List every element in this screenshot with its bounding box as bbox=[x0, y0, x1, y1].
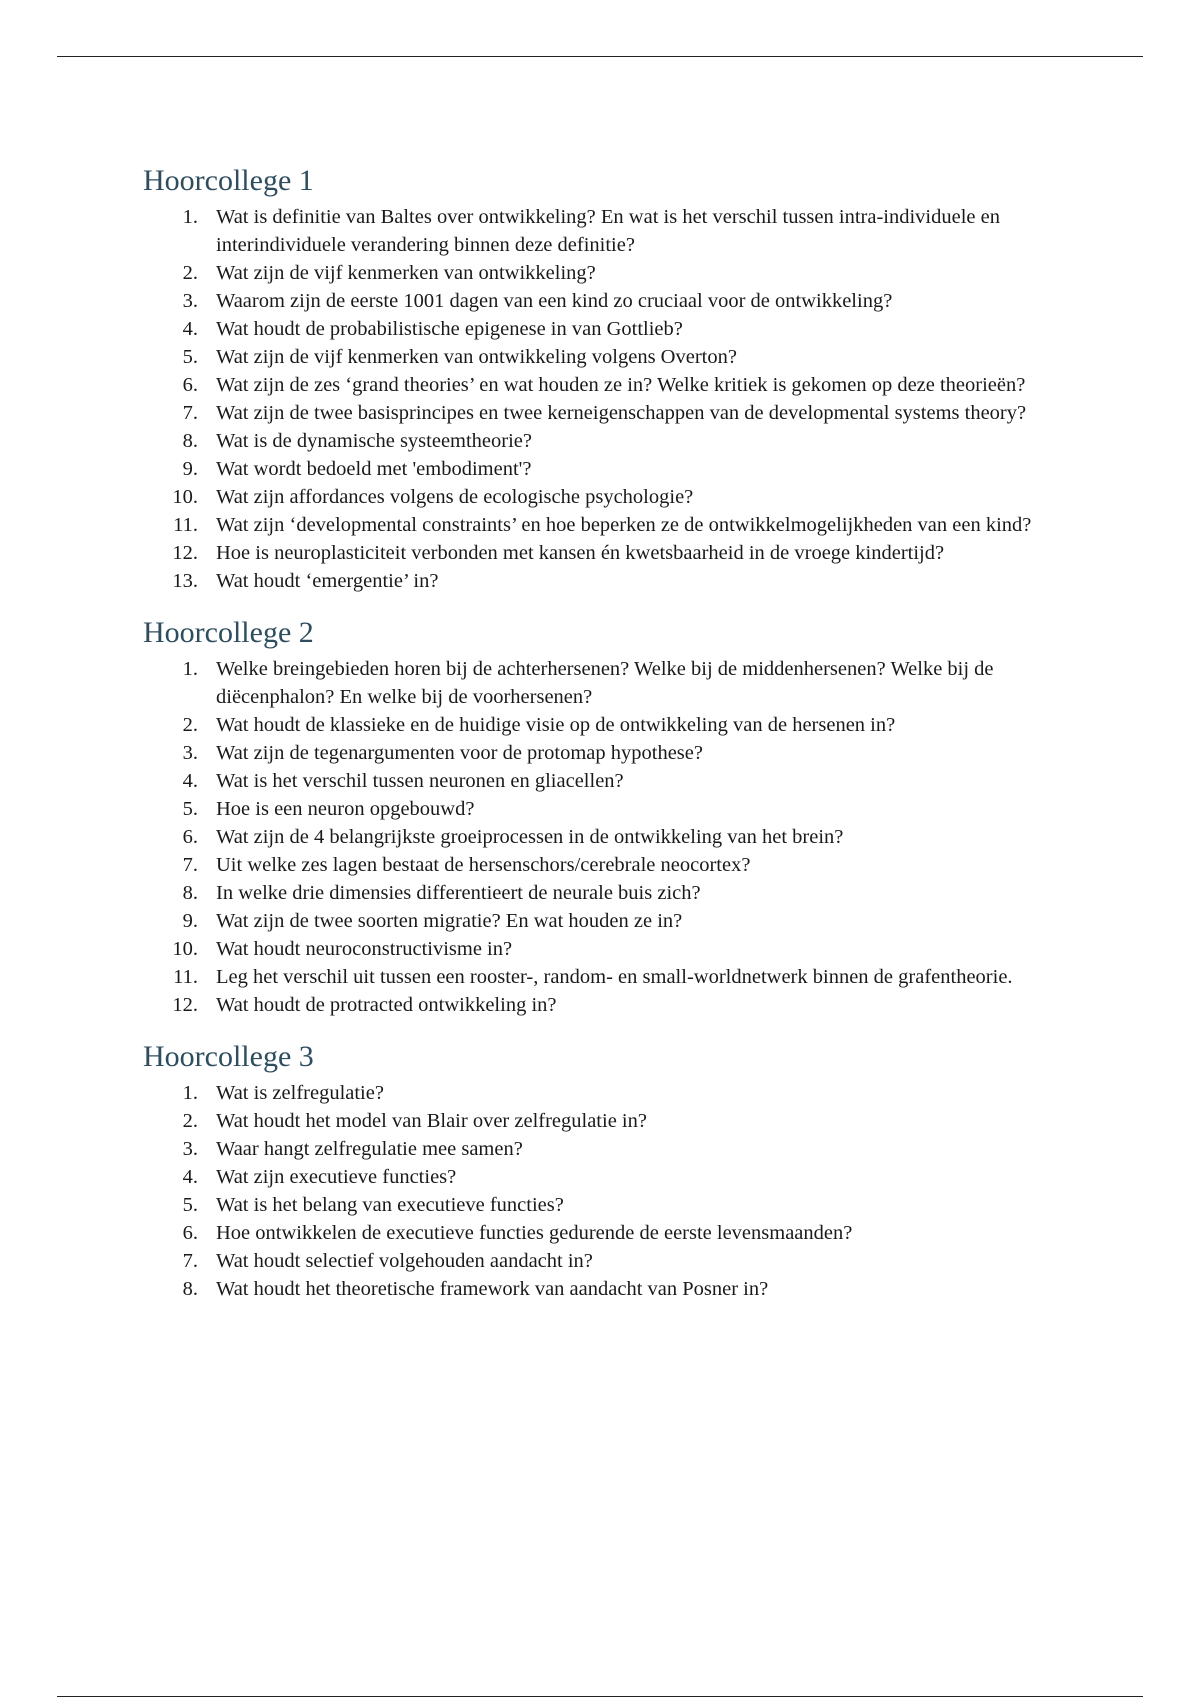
item-number: 1. bbox=[182, 206, 198, 228]
item-number: 5. bbox=[182, 798, 198, 820]
list-item bbox=[143, 1191, 1063, 1219]
list-item bbox=[143, 1135, 1063, 1163]
item-text: Hoe is een neuron opgebouwd? bbox=[216, 798, 475, 820]
list-item bbox=[143, 907, 1063, 935]
item-number: 7. bbox=[182, 1250, 198, 1272]
item-text: Waarom zijn de eerste 1001 dagen van een kind zo cruciaal voor de ontwikkeling? bbox=[216, 290, 893, 312]
list-item bbox=[143, 539, 1063, 567]
list-item bbox=[143, 1247, 1063, 1275]
item-text: Wat zijn affordances volgens de ecologische psychologie? bbox=[216, 486, 694, 508]
section-hoorcollege-2 bbox=[143, 615, 1063, 1019]
item-number: 4. bbox=[182, 770, 198, 792]
section-heading: Hoorcollege 1 bbox=[143, 164, 314, 197]
list-item bbox=[143, 711, 1063, 739]
item-text: Hoe is neuroplasticiteit verbonden met kansen én kwetsbaarheid in de vroege kindertijd? bbox=[216, 542, 945, 564]
list-item bbox=[143, 315, 1063, 343]
list-item bbox=[143, 851, 1063, 879]
item-text: Wat zijn de 4 belangrijkste groeiprocessen in de ontwikkeling van het brein? bbox=[216, 826, 844, 848]
item-number: 4. bbox=[182, 1166, 198, 1188]
item-number: 11. bbox=[173, 966, 198, 988]
list-item bbox=[143, 567, 1063, 595]
item-number: 7. bbox=[182, 402, 198, 424]
item-text: Wat houdt ‘emergentie’ in? bbox=[216, 570, 439, 592]
item-number: 8. bbox=[182, 1278, 198, 1300]
item-number: 9. bbox=[182, 458, 198, 480]
item-text: Wat zijn de vijf kenmerken van ontwikkeling? bbox=[216, 262, 596, 284]
item-text: Hoe ontwikkelen de executieve functies gedurende de eerste levensmaanden? bbox=[216, 1222, 853, 1244]
item-text: Wat zijn de twee basisprincipes en twee kerneigenschappen van de developmental systems theory? bbox=[216, 402, 1027, 424]
list-item bbox=[143, 511, 1063, 539]
item-number: 8. bbox=[182, 882, 198, 904]
list-item bbox=[143, 483, 1063, 511]
item-text: Wat zijn de zes ‘grand theories’ en wat houden ze in? Welke kritiek is gekomen op deze theorieën? bbox=[216, 374, 1026, 396]
item-text: Wat is zelfregulatie? bbox=[216, 1082, 384, 1104]
list-item bbox=[143, 767, 1063, 795]
item-text: Uit welke zes lagen bestaat de hersenschors/cerebrale neocortex? bbox=[216, 854, 751, 876]
list-item bbox=[143, 1219, 1063, 1247]
item-number: 5. bbox=[182, 1194, 198, 1216]
list-item bbox=[143, 795, 1063, 823]
item-number: 6. bbox=[182, 826, 198, 848]
list-item bbox=[143, 455, 1063, 483]
item-number: 10. bbox=[172, 938, 198, 960]
item-number: 13. bbox=[172, 570, 198, 592]
item-number: 9. bbox=[182, 910, 198, 932]
list-item bbox=[143, 259, 1063, 287]
section-hoorcollege-3 bbox=[143, 1039, 1063, 1303]
header-rule bbox=[57, 56, 1143, 57]
item-number: 12. bbox=[172, 994, 198, 1016]
list-item bbox=[143, 203, 1063, 259]
item-text: Wat is definitie van Baltes over ontwikkeling? En wat is het verschil tussen intra-individuele en interindividuele verandering binnen deze definitie? bbox=[216, 206, 1000, 256]
item-text: Wat zijn de twee soorten migratie? En wat houden ze in? bbox=[216, 910, 683, 932]
item-text: Welke breingebieden horen bij de achterhersenen? Welke bij de middenhersenen? Welke bij de diëcenphalon? En welke bij de voorhersenen? bbox=[216, 658, 994, 708]
list-item bbox=[143, 739, 1063, 767]
item-number: 4. bbox=[182, 318, 198, 340]
document-body bbox=[143, 163, 1063, 1323]
list-item bbox=[143, 427, 1063, 455]
item-number: 2. bbox=[182, 262, 198, 284]
list-item bbox=[143, 991, 1063, 1019]
item-number: 2. bbox=[182, 714, 198, 736]
item-number: 1. bbox=[182, 1082, 198, 1104]
item-number: 11. bbox=[173, 514, 198, 536]
item-text: In welke drie dimensies differentieert de neurale buis zich? bbox=[216, 882, 701, 904]
section-hoorcollege-1 bbox=[143, 163, 1063, 595]
item-text: Wat is het belang van executieve functies? bbox=[216, 1194, 564, 1216]
list-item bbox=[143, 823, 1063, 851]
item-text: Leg het verschil uit tussen een rooster-, random- en small-worldnetwerk binnen de grafentheorie. bbox=[216, 966, 1013, 988]
item-text: Wat houdt selectief volgehouden aandacht in? bbox=[216, 1250, 593, 1272]
list-item bbox=[143, 371, 1063, 399]
item-number: 6. bbox=[182, 374, 198, 396]
item-text: Wat zijn ‘developmental constraints’ en hoe beperken ze de ontwikkelmogelijkheden van een kind? bbox=[216, 514, 1032, 536]
item-number: 3. bbox=[182, 1138, 198, 1160]
item-number: 6. bbox=[182, 1222, 198, 1244]
item-text: Wat houdt de protracted ontwikkeling in? bbox=[216, 994, 557, 1016]
item-number: 1. bbox=[182, 658, 198, 680]
item-number: 2. bbox=[182, 1110, 198, 1132]
question-list bbox=[143, 203, 1063, 595]
section-heading: Hoorcollege 2 bbox=[143, 616, 314, 649]
list-item bbox=[143, 1079, 1063, 1107]
list-item bbox=[143, 343, 1063, 371]
item-number: 8. bbox=[182, 430, 198, 452]
section-heading: Hoorcollege 3 bbox=[143, 1040, 314, 1073]
item-text: Wat wordt bedoeld met 'embodiment'? bbox=[216, 458, 532, 480]
item-number: 5. bbox=[182, 346, 198, 368]
item-text: Wat houdt het model van Blair over zelfregulatie in? bbox=[216, 1110, 647, 1132]
item-text: Wat zijn de vijf kenmerken van ontwikkeling volgens Overton? bbox=[216, 346, 737, 368]
list-item bbox=[143, 963, 1063, 991]
list-item bbox=[143, 879, 1063, 907]
item-text: Wat houdt het theoretische framework van aandacht van Posner in? bbox=[216, 1278, 769, 1300]
list-item bbox=[143, 1163, 1063, 1191]
question-list bbox=[143, 1079, 1063, 1303]
list-item bbox=[143, 399, 1063, 427]
item-text: Wat zijn de tegenargumenten voor de protomap hypothese? bbox=[216, 742, 703, 764]
list-item bbox=[143, 935, 1063, 963]
list-item bbox=[143, 1275, 1063, 1303]
question-list bbox=[143, 655, 1063, 1019]
list-item bbox=[143, 655, 1063, 711]
item-text: Wat houdt de klassieke en de huidige visie op de ontwikkeling van de hersenen in? bbox=[216, 714, 896, 736]
item-number: 3. bbox=[182, 290, 198, 312]
item-number: 7. bbox=[182, 854, 198, 876]
item-number: 12. bbox=[172, 542, 198, 564]
item-text: Wat is de dynamische systeemtheorie? bbox=[216, 430, 532, 452]
item-text: Wat zijn executieve functies? bbox=[216, 1166, 457, 1188]
item-text: Wat houdt de probabilistische epigenese in van Gottlieb? bbox=[216, 318, 683, 340]
list-item bbox=[143, 287, 1063, 315]
footer-rule bbox=[57, 1696, 1143, 1697]
item-text: Waar hangt zelfregulatie mee samen? bbox=[216, 1138, 523, 1160]
item-text: Wat is het verschil tussen neuronen en gliacellen? bbox=[216, 770, 624, 792]
item-number: 10. bbox=[172, 486, 198, 508]
list-item bbox=[143, 1107, 1063, 1135]
item-text: Wat houdt neuroconstructivisme in? bbox=[216, 938, 513, 960]
item-number: 3. bbox=[182, 742, 198, 764]
